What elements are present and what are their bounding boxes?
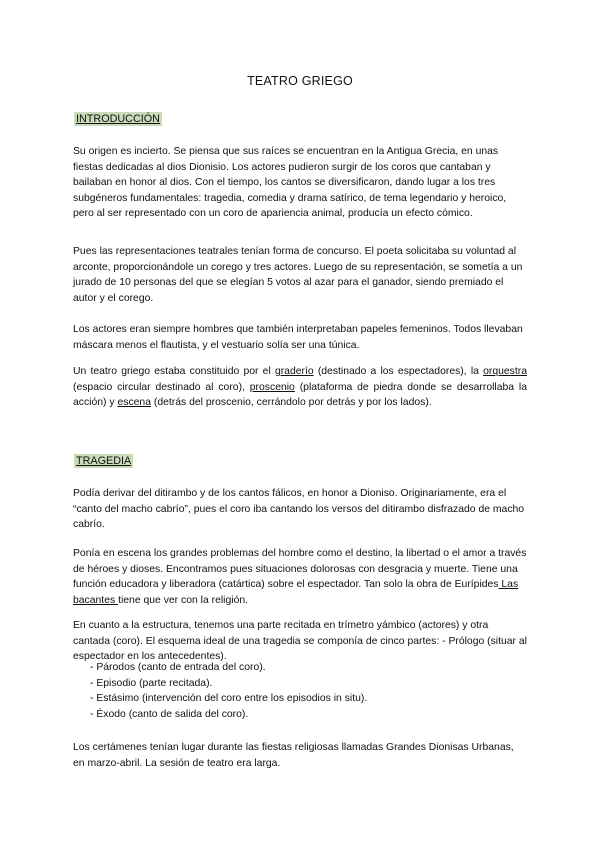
- work-title-las-bacantes: Las bacantes: [73, 579, 519, 606]
- tragedia-structure-list: [90, 660, 367, 722]
- tragedia-paragraph-4: Los certámenes tenían lugar durante las fiestas religiosas llamadas Grandes Dionisas Urbanas, en marzo-abril. La sesión de teatro era larga.: [73, 742, 514, 769]
- term-proscenio: proscenio: [249, 381, 295, 393]
- tragedia-paragraph-2: [73, 546, 527, 608]
- text-run: Ponía en escena los grandes problemas del hombre como el destino, la libertad o el amor a través de héroes y dioses. Encontramos pues situaciones dolorosas con desgracia y muerte. Tiene una función educadora y liberadora (catártica) sobre el espectador. Tan solo la obra de Eurípides: [73, 548, 527, 591]
- section-heading-tragedia: TRAGEDIA: [76, 455, 132, 467]
- text-run: Un teatro griego estaba constituido por el: [73, 366, 275, 377]
- intro-paragraph-3: Los actores eran siempre hombres que también interpretaban papeles femeninos. Todos llevaban máscara menos el flautista, y el vestuario solía ser una túnica.: [73, 324, 523, 351]
- term-graderio: graderío: [274, 366, 314, 377]
- intro-paragraph-4: [73, 364, 527, 411]
- text-run: (destinado a los espectadores), la: [313, 366, 484, 377]
- list-item: - Éxodo (canto de salida del coro).: [90, 708, 249, 720]
- intro-paragraph-2: Pues las representaciones teatrales tenían forma de concurso. El poeta solicitaba su voluntad al arconte, proporcionándole un corego y tres actores. Luego de su representación, se sometía a un jurado de 10 personas del que se elegían 5 votos al azar para el ganador, siendo premiado el autor y el corego.: [73, 246, 523, 304]
- list-item: - Estásimo (intervención del coro entre los episodios in situ).: [90, 693, 368, 705]
- text-run: (detrás del proscenio, cerrándolo por detrás y por los lados).: [150, 397, 432, 409]
- text-run: (plataforma de piedra donde se desarrollaba la acción) y: [73, 381, 528, 409]
- tragedia-paragraph-1: Podía derivar del ditirambo y de los cantos fálicos, en honor a Dioniso. Originariamente, era el “canto del macho cabrío”, pues el coro iba cantando los versos del ditirambo disfrazado de macho cabrío.: [73, 488, 525, 531]
- section-heading-introduccion: INTRODUCCIÓN: [76, 113, 160, 125]
- text-run: tiene que ver con la religión.: [118, 594, 249, 606]
- page-title: TEATRO GRIEGO: [247, 74, 353, 88]
- intro-paragraph-1: Su origen es incierto. Se piensa que sus raíces se encuentran en la Antigua Grecia, en unas fiestas dedicadas al dios Dionisio. Los actores pudieron surgir de los coros que cantaban y bailaban en honor al dios. Con el tiempo, los cantos se diversificaron, dando lugar a los tres subgéneros fundamentales: tragedia, comedia y drama satírico, de tema legendario y heroico, pero al ser representado con un coro de apariencia animal, producía un efecto cómico.: [73, 146, 507, 220]
- list-item: - Episodio (parte recitada).: [90, 677, 213, 689]
- term-escena: escena: [117, 397, 151, 409]
- text-run: (espacio circular destinado al coro),: [73, 381, 250, 393]
- list-item: - Párodos (canto de entrada del coro).: [90, 662, 266, 673]
- tragedia-paragraph-3: En cuanto a la estructura, tenemos una parte recitada en trímetro yámbico (actores) y otra cantada (coro). El esquema ideal de una tragedia se componía de cinco partes: - Prólogo (situar al espectador en los antecedentes).: [73, 620, 527, 663]
- term-orquestra: orquestra: [483, 366, 527, 377]
